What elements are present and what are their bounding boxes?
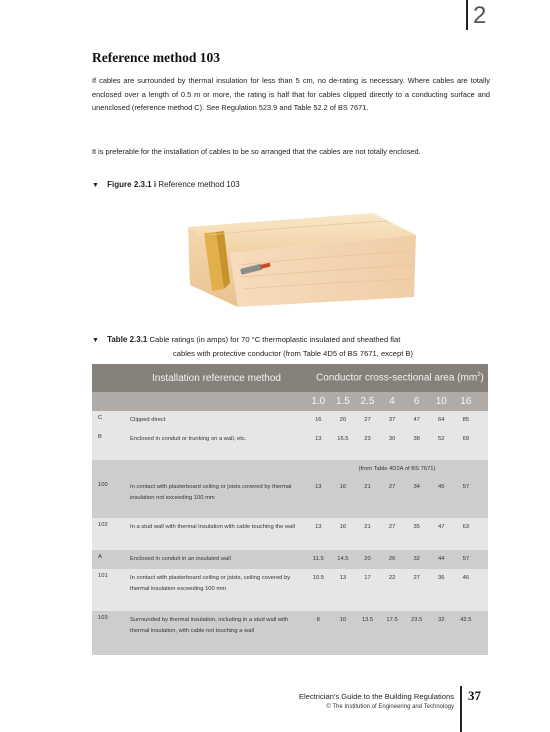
rating-value: 44 xyxy=(438,556,445,562)
header-cross-section xyxy=(302,372,488,383)
rating-value: 17.5 xyxy=(386,617,398,623)
method-ref: 102 xyxy=(98,522,108,528)
rating-value: 27 xyxy=(364,417,371,423)
table-row xyxy=(92,550,488,569)
table-row xyxy=(92,518,488,550)
rating-value: 27 xyxy=(388,484,396,490)
rating-value: 85 xyxy=(462,417,470,423)
method-ref: 101 xyxy=(98,573,108,579)
table-row xyxy=(92,430,488,460)
table-header-row xyxy=(92,364,488,392)
figure-marker: i xyxy=(153,180,157,189)
rating-value: 32 xyxy=(438,617,445,623)
rating-value: 57 xyxy=(462,484,470,490)
rating-value: 63 xyxy=(462,524,470,530)
rating-value: 26 xyxy=(388,556,396,562)
footer-copyright: © The Institution of Engineering and Technology xyxy=(326,704,454,710)
paragraph-preference: It is preferable for the installation of cables to be so arranged that the cables are not totally enclosed. xyxy=(92,147,421,156)
rating-value: 38 xyxy=(413,436,420,442)
rating-value: 16.5 xyxy=(337,436,349,442)
chapter-divider xyxy=(466,0,468,30)
header-cross-section-close: ) xyxy=(480,372,484,384)
size-header: 4 xyxy=(389,396,395,407)
page-number: 37 xyxy=(468,688,481,703)
method-ref: C xyxy=(98,415,103,421)
rating-value: 13 xyxy=(315,524,322,530)
rating-value: 20 xyxy=(339,417,347,423)
size-header: 2.5 xyxy=(360,396,375,407)
cable-ratings-table xyxy=(92,364,488,655)
rating-value: 69 xyxy=(462,436,470,442)
header-installation-method: Installation reference method xyxy=(152,372,281,384)
header-cross-section-sup: 2 xyxy=(477,372,481,379)
rating-value: 21 xyxy=(364,524,371,530)
rating-value: 22 xyxy=(388,575,396,581)
table-row xyxy=(92,478,488,518)
header-cross-section-text: Conductor cross-sectional area (mm xyxy=(316,372,478,384)
paragraph-derating: If cables are surrounded by thermal insulation for less than 5 cm, no de-rating is necessary. Where cables are totally enclosed over a length of 0.5 m or more, the rating is half that for cables clipped directly to a conducting surface and unenclosed (reference method C). See Regulation 523.9 and Table 52.2 of BS 7671. xyxy=(92,76,490,112)
rating-value: 47 xyxy=(438,524,445,530)
method-desc: In a stud wall with thermal insulation with cable touching the wall xyxy=(130,524,295,530)
rating-value: 32 xyxy=(413,556,420,562)
size-header: 16 xyxy=(460,396,472,407)
table-caption-line2: cables with protective conductor (from Table 4D5 of BS 7671, except B) xyxy=(173,349,414,358)
rating-value: 10.5 xyxy=(312,575,324,581)
method-desc: Clipped direct xyxy=(130,417,166,423)
rating-value: 64 xyxy=(438,417,445,423)
rating-value: 47 xyxy=(413,417,420,423)
rating-value: 8 xyxy=(316,617,320,623)
rating-value: 13 xyxy=(315,484,322,490)
table-caption-line1: Cable ratings (in amps) for 70 °C thermoplastic insulated and sheathed flat xyxy=(149,335,401,344)
method-ref: 100 xyxy=(98,482,108,488)
size-header: 6 xyxy=(413,396,420,407)
rating-value: 10 xyxy=(339,617,347,623)
rating-value: 37 xyxy=(388,417,396,423)
table-size-row xyxy=(92,392,488,411)
rating-value: 27 xyxy=(388,524,396,530)
rating-value: 13 xyxy=(339,575,347,581)
table-note-row xyxy=(92,460,488,478)
method-desc: Surrounded by thermal insulation, including in a stud wall with thermal insulation, with cable not touching a wall xyxy=(130,617,289,634)
method-desc: Enclosed in conduit in an insulated wall xyxy=(130,556,231,562)
rating-value: 13 xyxy=(315,436,322,442)
rating-value: 27 xyxy=(413,575,420,581)
rating-value: 14.5 xyxy=(337,556,349,562)
method-desc: Enclosed in conduit or trunking on a wall, etc. xyxy=(130,436,247,442)
rating-value: 11.5 xyxy=(312,556,324,562)
rating-value: 17 xyxy=(364,575,371,581)
size-header: 1.5 xyxy=(335,396,350,407)
table-row xyxy=(92,411,488,430)
figure-label: Figure 2.3.1 xyxy=(107,180,152,189)
method-ref: A xyxy=(98,554,102,560)
rating-value: 23 xyxy=(364,436,371,442)
rating-value: 16 xyxy=(315,417,322,423)
triangle-bullet-icon: ▼ xyxy=(92,337,99,344)
rating-value: 42.5 xyxy=(460,617,472,623)
rating-value: 30 xyxy=(388,436,396,442)
table-caption xyxy=(92,333,492,360)
footer-divider xyxy=(460,686,462,732)
rating-value: 57 xyxy=(462,556,470,562)
table-row xyxy=(92,569,488,611)
table-label: Table 2.3.1 xyxy=(107,335,148,344)
rating-value: 16 xyxy=(339,484,347,490)
rating-value: 36 xyxy=(438,575,445,581)
method-ref: B xyxy=(98,434,102,440)
method-ref: 103 xyxy=(98,615,108,621)
rating-value: 34 xyxy=(413,484,420,490)
rating-value: 21 xyxy=(364,484,371,490)
size-header: 10 xyxy=(435,396,447,407)
figure-title: Reference method 103 xyxy=(158,180,240,189)
rating-value: 46 xyxy=(462,575,470,581)
rating-value: 52 xyxy=(438,436,445,442)
table-row xyxy=(92,611,488,655)
rating-value: 20 xyxy=(364,556,371,562)
table-note: (from Table 4D2A of BS 7671) xyxy=(358,466,436,472)
rating-value: 16 xyxy=(339,524,347,530)
chapter-number: 2 xyxy=(473,2,487,29)
method-desc: In contact with plasterboard ceiling or joists, ceiling covered by thermal insulation exceeding 100 mm xyxy=(130,575,291,592)
rating-value: 13.5 xyxy=(361,617,374,623)
footer-book-title: Electrician's Guide to the Building Regulations xyxy=(298,692,454,701)
triangle-bullet-icon: ▼ xyxy=(92,182,99,189)
rating-value: 35 xyxy=(413,524,420,530)
rating-value: 45 xyxy=(438,484,445,490)
method-desc: In contact with plasterboard ceiling or joists covered by thermal insulation not exceeding 100 mm xyxy=(130,484,292,501)
figure-caption xyxy=(92,180,240,189)
rating-value: 23.5 xyxy=(411,617,423,623)
section-heading: Reference method 103 xyxy=(92,50,220,65)
size-header: 1.0 xyxy=(311,396,326,407)
insulation-illustration xyxy=(168,205,418,315)
